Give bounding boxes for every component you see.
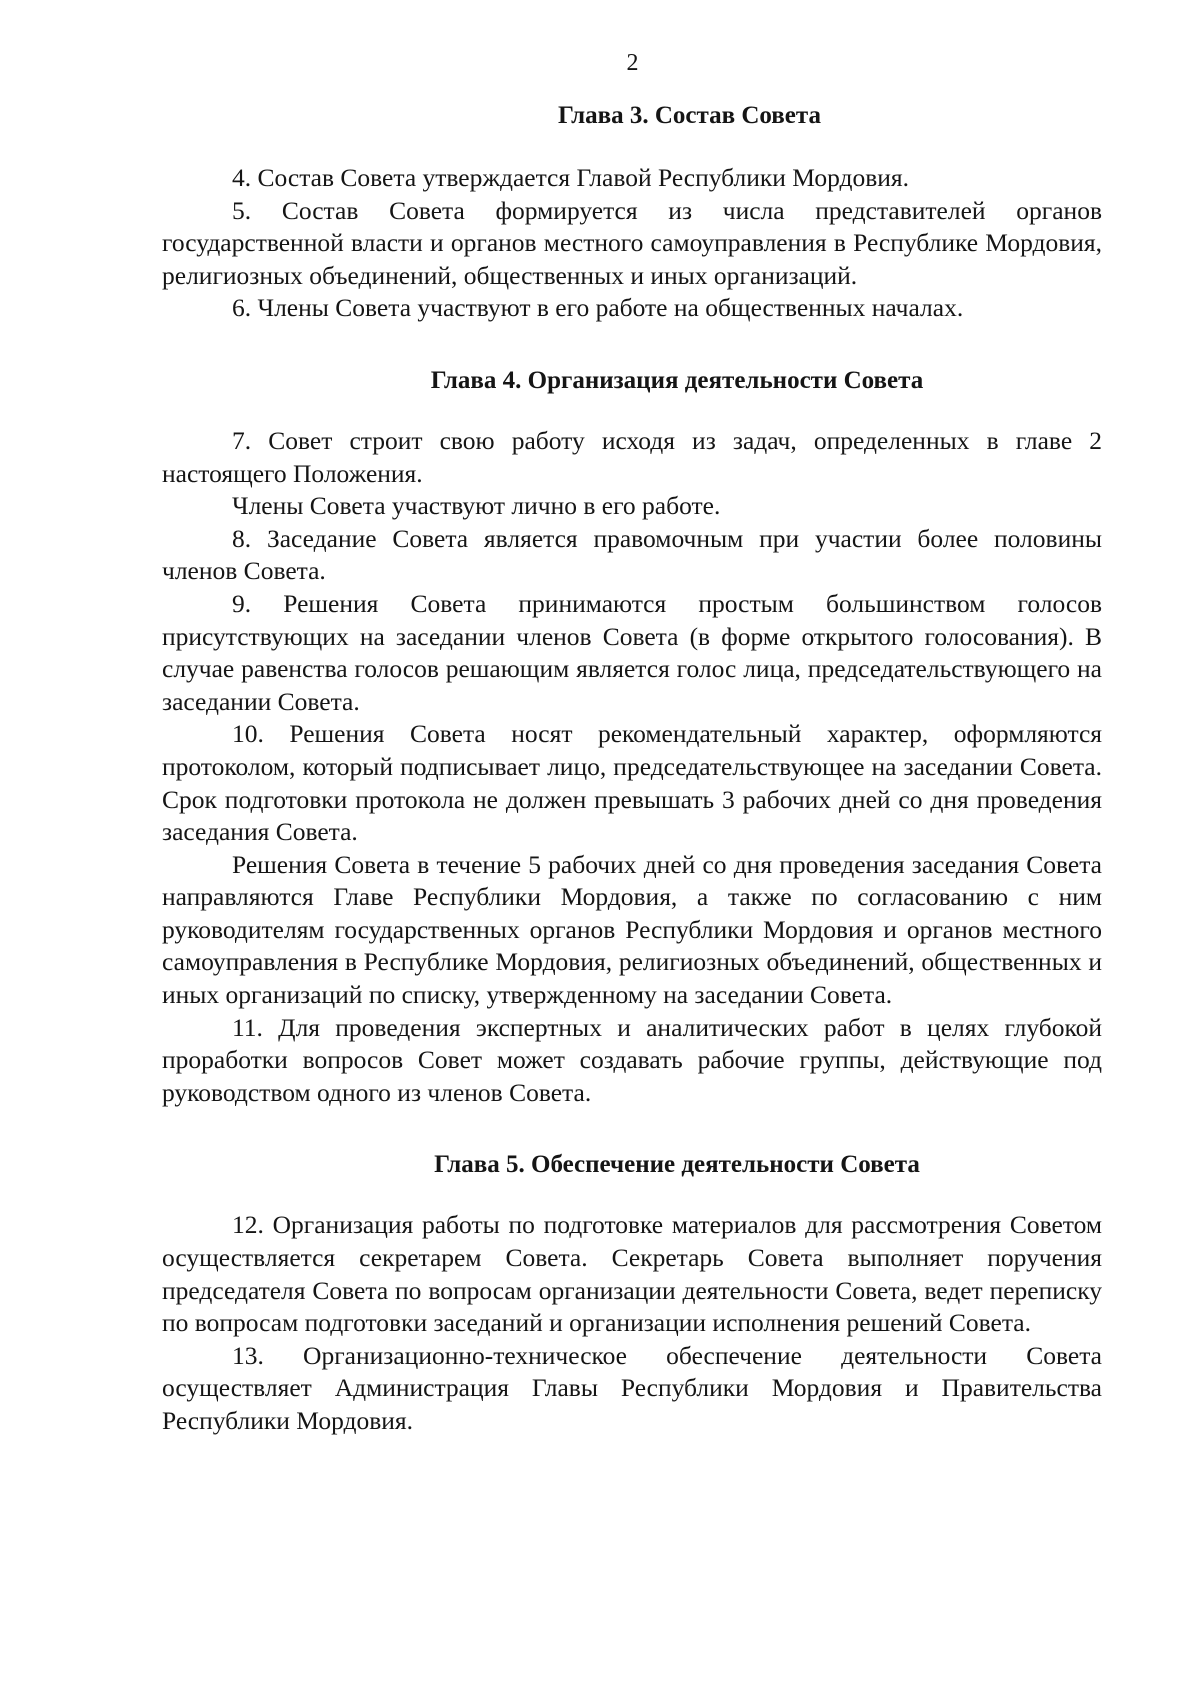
paragraph: 10. Решения Совета носят рекомендательный характер, оформляются протоколом, который подписывает лицо, председательствующее на заседании Совета. Срок подготовки протокола не должен превышать 3 рабочих дней со дня проведения заседания Совета. bbox=[162, 719, 1102, 847]
paragraph: Решения Совета в течение 5 рабочих дней со дня проведения заседания Совета направляются Главе Республики Мордовия, а также по согласованию с ним руководителям государственных органов Республики Мордовия и органов местного самоуправления в Республике Мордовия, религиозных объединений, общественных и иных организаций по списку, утвержденному на заседании Совета. bbox=[162, 849, 1102, 1010]
chapter-heading: Глава 5. Обеспечение деятельности Совета bbox=[434, 1151, 920, 1179]
page-number: 2 bbox=[626, 50, 639, 76]
paragraph: 7. Совет строит свою работу исходя из задач, определенных в главе 2 настоящего Положения. bbox=[162, 425, 1102, 488]
paragraph: 5. Состав Совета формируется из числа представителей органов государственной власти и органов местного самоуправления в Республике Мордовия, религиозных объединений, общественных и иных организаций. bbox=[162, 195, 1102, 290]
paragraph: 6. Члены Совета участвуют в его работе на общественных началах. bbox=[232, 293, 964, 323]
paragraph: 11. Для проведения экспертных и аналитических работ в целях глубокой проработки вопросов Совет может создавать рабочие группы, действующие под руководством одного из членов Совета. bbox=[162, 1012, 1102, 1107]
paragraph: 13. Организационно-техническое обеспечение деятельности Совета осуществляет Администрация Главы Республики Мордовия и Правительства Республики Мордовия. bbox=[162, 1340, 1102, 1435]
chapter-5 bbox=[162, 1149, 1102, 1437]
paragraph: 4. Состав Совета утверждается Главой Республики Мордовия. bbox=[232, 163, 909, 192]
chapter-4 bbox=[162, 365, 1102, 1109]
paragraph: Члены Совета участвуют лично в его работе. bbox=[232, 491, 721, 521]
paragraph: 12. Организация работы по подготовке материалов для рассмотрения Советом осуществляется секретарем Совета. Секретарь Совета выполняет поручения председателя Совета по вопросам организации деятельности Совета, ведет переписку по вопросам подготовки заседаний и организации исполнения решений Совета. bbox=[162, 1210, 1102, 1338]
chapter-heading: Глава 3. Состав Совета bbox=[558, 102, 821, 129]
paragraph: 8. Заседание Совета является правомочным при участии более половины членов Совета. bbox=[162, 523, 1102, 586]
chapter-3 bbox=[162, 100, 1102, 325]
document-body bbox=[162, 100, 1102, 1438]
paragraph: 9. Решения Совета принимаются простым большинством голосов присутствующих на заседании членов Совета (в форме открытого голосования). В случае равенства голосов решающим является голос лица, председательствующего на заседании Совета. bbox=[162, 588, 1102, 716]
chapter-heading: Глава 4. Организация деятельности Совета bbox=[430, 366, 924, 394]
